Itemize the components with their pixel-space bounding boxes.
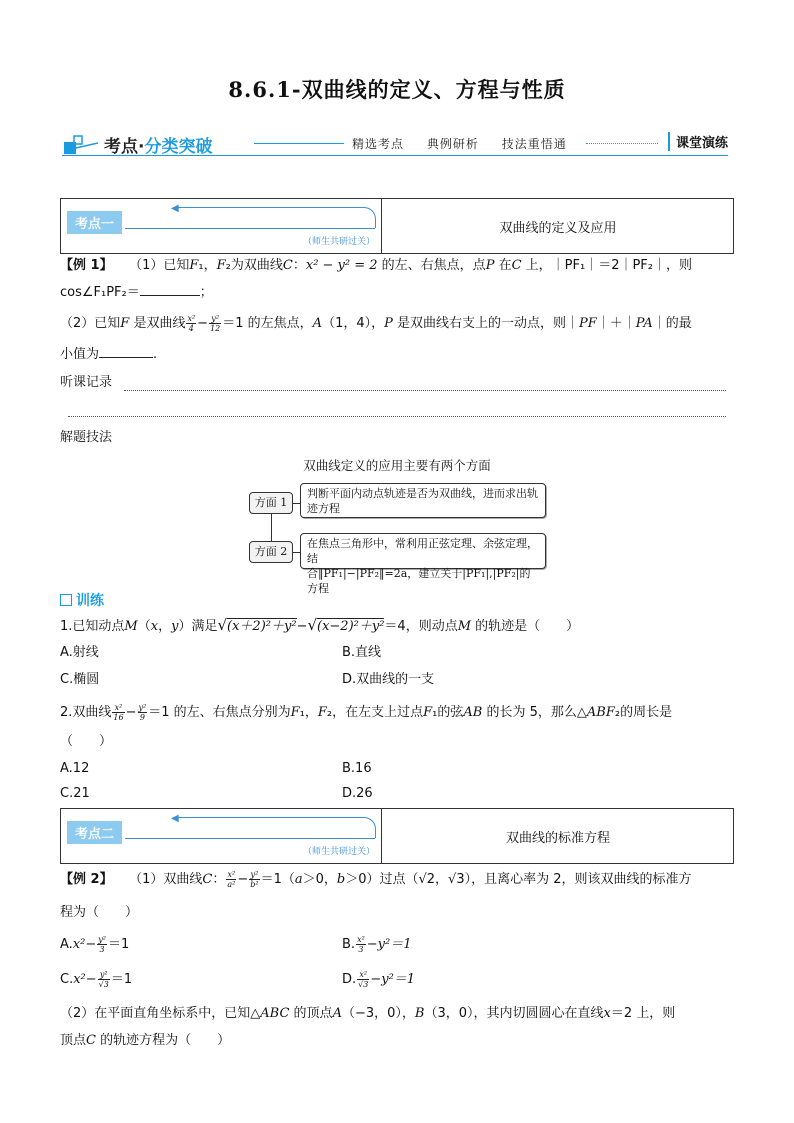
text: 的轨迹方程为（ ） bbox=[95, 1033, 231, 1048]
option-b[interactable]: B.16 bbox=[342, 761, 372, 776]
math-expr: x² − y² = 2 bbox=[305, 258, 378, 273]
denominator: 12 bbox=[210, 324, 221, 333]
math-var: F bbox=[317, 705, 327, 720]
math-expr: x²− bbox=[72, 937, 97, 952]
numerator: y² bbox=[250, 870, 259, 879]
math-var: A bbox=[332, 1006, 342, 1021]
banner-label-a: 考点 bbox=[104, 137, 138, 157]
example-1-line-4 bbox=[60, 345, 157, 365]
kaodian-arrow-line bbox=[125, 228, 375, 229]
fraction bbox=[112, 703, 124, 722]
math-var: M bbox=[457, 619, 472, 634]
text: 1.已知动点 bbox=[60, 619, 125, 634]
question-2-stem bbox=[60, 703, 672, 723]
kaodian-tag: 考点二 bbox=[67, 821, 122, 844]
banner-tag: 精选考点 bbox=[352, 137, 405, 151]
text: 是双曲线右支上的一动点，则｜ bbox=[392, 316, 579, 331]
option-letter: A. bbox=[60, 937, 73, 952]
question-1-stem bbox=[60, 615, 579, 637]
banner-decoration-icon bbox=[62, 134, 98, 156]
text: ， bbox=[158, 619, 172, 634]
example-2-line-1 bbox=[60, 870, 692, 890]
option-a[interactable]: A.12 bbox=[60, 761, 90, 776]
option-d[interactable] bbox=[342, 970, 415, 990]
text: （1）已知 bbox=[129, 258, 190, 273]
numerator: x² bbox=[357, 935, 365, 944]
text: . bbox=[153, 347, 158, 362]
fraction bbox=[357, 970, 369, 989]
text: ＝1 bbox=[110, 972, 133, 987]
option-b[interactable] bbox=[342, 935, 412, 955]
kaodian-arrow-curve bbox=[175, 207, 376, 228]
text: ＝2 上，则 bbox=[610, 1006, 676, 1021]
option-a[interactable] bbox=[60, 935, 129, 955]
aspect-2-text-line: 合‖PF₁|−|PF₂‖=2a，建立关于|PF₁|,|PF₂|的方程 bbox=[307, 567, 531, 595]
kaodian-left-cell bbox=[61, 199, 382, 253]
banner-underline bbox=[62, 155, 728, 156]
training-heading bbox=[60, 590, 104, 610]
text: ＝1 的左、右焦点分别为 bbox=[148, 705, 291, 720]
text: cos∠F₁PF₂＝ bbox=[60, 285, 140, 300]
text: ＝1 的左焦点， bbox=[222, 316, 313, 331]
denominator: √3 bbox=[98, 980, 109, 989]
text: 在 bbox=[494, 258, 512, 273]
math-var: C bbox=[86, 1033, 96, 1048]
example-2-line-2: 程为（ ） bbox=[60, 905, 139, 920]
radicand: (x−2)²＋y² bbox=[317, 619, 385, 634]
kaodian-tag: 考点一 bbox=[67, 211, 122, 234]
fraction bbox=[249, 870, 259, 889]
denominator: 16 bbox=[113, 713, 124, 722]
training-icon bbox=[60, 594, 72, 606]
option-letter: D. bbox=[342, 972, 357, 987]
text: ₂为双曲线 bbox=[225, 258, 283, 273]
math-var: ABC bbox=[260, 1006, 290, 1021]
text: ₁， bbox=[299, 705, 318, 720]
text: − bbox=[237, 872, 249, 887]
text: ｜＋｜ bbox=[596, 316, 636, 331]
text: 上，｜PF₁｜＝2｜PF₂｜，则 bbox=[521, 258, 692, 273]
text: ＝1（ bbox=[260, 872, 295, 887]
kaodian-box-1 bbox=[60, 198, 734, 254]
example-label: 【例 1】 bbox=[60, 258, 113, 273]
text: （1，4）， bbox=[322, 316, 385, 331]
sqrt-icon: √ bbox=[217, 616, 228, 634]
math-var: a bbox=[294, 872, 303, 887]
sqrt-icon: √ bbox=[307, 616, 318, 634]
math-var: ABF bbox=[586, 705, 615, 720]
banner-tags bbox=[352, 135, 585, 152]
text: 的长为 5，那么△ bbox=[482, 705, 587, 720]
option-d[interactable]: D.双曲线的一支 bbox=[342, 672, 435, 687]
banner-tag: 典例研析 bbox=[426, 137, 479, 151]
kaodian-title: 双曲线的定义及应用 bbox=[499, 220, 617, 236]
math-var: P bbox=[384, 316, 393, 331]
text: ₂的周长是 bbox=[614, 705, 673, 720]
math-var: A bbox=[312, 316, 323, 331]
text: ₂，在左支上过点 bbox=[326, 705, 424, 720]
arrow-left-icon: ◀ bbox=[171, 203, 179, 214]
numerator: x² bbox=[227, 870, 236, 879]
banner-tag: 技法重悟通 bbox=[501, 137, 567, 151]
answer-blank[interactable] bbox=[140, 283, 200, 296]
text: （−3，0）， bbox=[341, 1006, 415, 1021]
kaodian-left-cell bbox=[61, 809, 382, 863]
text: （2）已知 bbox=[60, 316, 121, 331]
notes-line bbox=[68, 416, 726, 417]
kaodian-arrow-curve bbox=[175, 817, 376, 838]
math-var: C bbox=[202, 872, 213, 887]
text: 2.双曲线 bbox=[60, 705, 112, 720]
diagram-title: 双曲线定义的应用主要有两个方面 bbox=[303, 458, 491, 473]
text: 的轨迹是（ ） bbox=[471, 619, 580, 634]
banner-dot: · bbox=[138, 137, 145, 157]
math-var: M bbox=[124, 619, 138, 634]
text: ： bbox=[292, 258, 306, 273]
text: ｜的最 bbox=[652, 316, 692, 331]
text: ； bbox=[199, 285, 213, 300]
connector bbox=[293, 503, 300, 504]
aspect-1-text: 判断平面内动点轨迹是否为双曲线，进而求出轨迹方程 bbox=[300, 483, 546, 518]
training-label: 训练 bbox=[76, 593, 104, 609]
aspect-2-text-line: 在焦点三角形中，常利用正弦定理、余弦定理，结 bbox=[307, 537, 538, 565]
kaodian-arrow-line bbox=[125, 838, 375, 839]
kaodian-note: （师生共研过关） bbox=[302, 237, 375, 247]
math-expr: −y²＝1 bbox=[370, 972, 416, 987]
denominator: b² bbox=[250, 880, 259, 889]
aspect-2-box: 方面 2 bbox=[249, 541, 293, 563]
example-1-line-2 bbox=[60, 283, 213, 303]
text: ＞0， bbox=[302, 872, 337, 887]
math-var: PF bbox=[579, 316, 597, 331]
denominator: 3 bbox=[99, 945, 105, 954]
fraction bbox=[138, 703, 148, 722]
section-banner bbox=[62, 128, 728, 158]
text: 的左、右焦点，点 bbox=[377, 258, 486, 273]
denominator: 3 bbox=[358, 945, 364, 954]
numerator: y² bbox=[138, 703, 147, 712]
banner-right-label: 课堂演练 bbox=[668, 132, 728, 151]
arrow-left-icon: ◀ bbox=[171, 813, 179, 824]
banner-heading bbox=[104, 132, 212, 157]
answer-blank[interactable] bbox=[99, 345, 153, 358]
example-2-part-2-line-2 bbox=[60, 1031, 230, 1051]
text: 是双曲线 bbox=[129, 316, 186, 331]
banner-label-b: 分类突破 bbox=[144, 137, 213, 157]
text: − bbox=[125, 705, 137, 720]
option-c[interactable]: C.21 bbox=[60, 786, 90, 801]
math-var: b bbox=[336, 872, 346, 887]
connector bbox=[293, 552, 300, 553]
question-2-stem-line-2: （ ） bbox=[60, 734, 113, 749]
denominator: √3 bbox=[358, 980, 369, 989]
kaodian-note: （师生共研过关） bbox=[302, 847, 375, 857]
notes-label: 听课记录 bbox=[60, 375, 113, 390]
option-d[interactable]: D.26 bbox=[342, 786, 373, 801]
math-var: F bbox=[216, 258, 226, 273]
math-var: C bbox=[511, 258, 522, 273]
fraction bbox=[356, 935, 366, 954]
math-var: y bbox=[171, 619, 179, 634]
numerator: x² bbox=[112, 703, 124, 713]
math-expr: −y²＝1 bbox=[366, 937, 412, 952]
text: ₁的弦 bbox=[432, 705, 464, 720]
option-c[interactable] bbox=[60, 970, 132, 990]
text: （ bbox=[137, 619, 151, 634]
banner-line-left bbox=[254, 143, 344, 144]
text: 顶点 bbox=[60, 1033, 87, 1048]
math-var: F bbox=[290, 705, 300, 720]
text: （1）双曲线 bbox=[129, 872, 203, 887]
text: （2）在平面直角坐标系中，已知△ bbox=[60, 1006, 261, 1021]
text: − bbox=[296, 619, 308, 634]
fraction bbox=[97, 935, 107, 954]
math-var: F bbox=[189, 258, 199, 273]
method-label: 解题技法 bbox=[60, 430, 113, 445]
page-title: 8.6.1-双曲线的定义、方程与性质 bbox=[228, 77, 566, 102]
denominator: 9 bbox=[139, 713, 145, 722]
notes-line bbox=[124, 390, 726, 391]
numerator: y² bbox=[98, 935, 106, 944]
denominator: 4 bbox=[188, 324, 194, 333]
text: ： bbox=[212, 872, 226, 887]
math-expr: x²− bbox=[73, 972, 97, 987]
option-letter: C. bbox=[60, 972, 74, 987]
kaodian-box-2 bbox=[60, 808, 734, 864]
text: ）满足 bbox=[178, 619, 218, 634]
text: 小值为 bbox=[60, 347, 100, 362]
math-var: C bbox=[282, 258, 293, 273]
numerator: y² bbox=[209, 314, 221, 324]
banner-line-right bbox=[586, 143, 658, 144]
text: ＝4，则动点 bbox=[384, 619, 458, 634]
kaodian-title: 双曲线的标准方程 bbox=[505, 830, 610, 846]
math-var: F bbox=[120, 316, 130, 331]
fraction bbox=[226, 870, 236, 889]
math-var: x bbox=[603, 1006, 611, 1021]
aspect-2-text bbox=[300, 533, 546, 595]
text: ＝1 bbox=[107, 937, 130, 952]
example-2-part-2 bbox=[60, 1004, 675, 1024]
numerator: x² bbox=[187, 314, 196, 323]
option-b[interactable]: B.直线 bbox=[342, 645, 382, 660]
option-letter: B. bbox=[342, 937, 356, 952]
fraction bbox=[209, 314, 221, 333]
example-1-line-1 bbox=[60, 256, 692, 276]
radicand: (x＋2)²＋y² bbox=[227, 619, 297, 634]
math-var: x bbox=[150, 619, 159, 634]
math-var: P bbox=[485, 258, 495, 273]
aspect-1-box: 方面 1 bbox=[249, 492, 293, 514]
option-c[interactable]: C.椭圆 bbox=[60, 672, 100, 687]
fraction bbox=[186, 314, 196, 333]
option-a[interactable]: A.射线 bbox=[60, 645, 99, 660]
numerator: x² bbox=[357, 970, 369, 980]
text: ＞0）过点（√2，√3），且离心率为 2，则该双曲线的标准方 bbox=[345, 872, 692, 887]
math-var: PA bbox=[635, 316, 653, 331]
denominator: a² bbox=[227, 880, 236, 889]
numerator: y² bbox=[98, 970, 110, 980]
math-var: F bbox=[423, 705, 433, 720]
fraction bbox=[98, 970, 110, 989]
example-label: 【例 2】 bbox=[60, 872, 113, 887]
text: − bbox=[197, 316, 209, 331]
text: （3，0），其内切圆圆心在直线 bbox=[424, 1006, 604, 1021]
math-var: AB bbox=[463, 705, 483, 720]
text: 的顶点 bbox=[289, 1006, 333, 1021]
example-1-line-3 bbox=[60, 314, 692, 334]
math-var: B bbox=[414, 1006, 425, 1021]
text: ₁， bbox=[198, 258, 217, 273]
